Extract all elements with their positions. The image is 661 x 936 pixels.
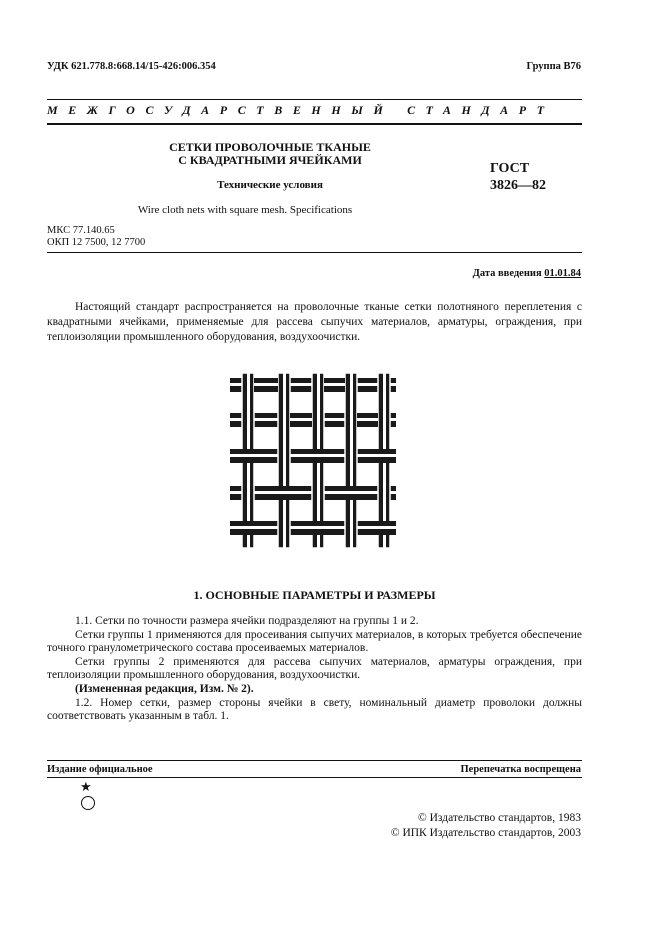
top-rule — [47, 99, 582, 100]
banner-rule — [47, 123, 582, 125]
amendment-note: (Измененная редакция, Изм. № 2). — [75, 682, 254, 695]
intro-paragraph: Настоящий стандарт распространяется на проволочные тканые сетки полотняного переплетения с квадратными ячейками, применяемые для рассева сыпучих материалов, арматуры, ограждения, при теплоизоляции промышленного оборудования, воздухоочистки. — [47, 301, 582, 343]
wire-mesh-figure — [228, 373, 400, 548]
section-body — [47, 615, 582, 724]
title-line-2: С КВАДРАТНЫМИ ЯЧЕЙКАМИ — [178, 153, 362, 167]
gost-label: ГОСТ — [490, 161, 530, 176]
paragraph-1-2: 1.2. Номер сетки, размер стороны ячейки в свету, номинальный диаметр проволоки должны соответствовать указанным в табл. 1. — [47, 696, 582, 723]
copyright-line-1: © Издательство стандартов, 1983 — [417, 812, 581, 824]
star-icon: ★ — [80, 780, 92, 795]
gost-number: 3826—82 — [490, 178, 546, 193]
circle-icon — [81, 796, 95, 810]
effective-date-label: Дата введения — [472, 268, 542, 279]
paragraph-group-2: Сетки группы 2 применяются для рассева сыпучих материалов, арматуры ограждения, при теплоизоляции промышленного оборудования, воздухоочистки. — [47, 655, 582, 682]
codes-rule — [47, 252, 582, 253]
standard-banner: МЕЖГОСУДАРСТВЕННЫЙ СТАНДАРТ — [47, 103, 555, 117]
english-title: Wire cloth nets with square mesh. Specifications — [137, 204, 353, 216]
copyright-line-2: © ИПК Издательство стандартов, 2003 — [390, 827, 581, 839]
document-subtitle: Технические условия — [217, 179, 323, 191]
classification-codes — [47, 225, 145, 249]
title-line-1: СЕТКИ ПРОВОЛОЧНЫЕ ТКАНЫЕ — [169, 140, 371, 154]
effective-date-value: 01.01.84 — [544, 268, 581, 279]
reprint-prohibited: Перепечатка воспрещена — [460, 764, 581, 775]
gost-designation — [490, 160, 546, 194]
effective-date — [473, 268, 581, 279]
footer-rule-lower — [47, 777, 582, 778]
okp-code: ОКП 12 7500, 12 7700 — [47, 237, 146, 248]
udk-code: УДК 621.778.8:668.14/15-426:006.354 — [47, 61, 216, 72]
footer-rule — [47, 760, 582, 761]
paragraph-1-1: 1.1. Сетки по точности размера ячейки подразделяют на группы 1 и 2. — [75, 615, 419, 627]
paragraph-group-1: Сетки группы 1 применяются для просеивания сыпучих материалов, в которых требуется обеспечение точного гранулометрического состава просеиваемых материалов. — [47, 628, 582, 655]
document-title — [120, 141, 420, 167]
section-heading: 1. ОСНОВНЫЕ ПАРАМЕТРЫ И РАЗМЕРЫ — [193, 588, 436, 602]
copyright-block — [391, 811, 581, 841]
official-edition: Издание официальное — [47, 764, 153, 775]
mks-code: МКС 77.140.65 — [47, 225, 115, 236]
group-code: Группа В76 — [526, 61, 581, 72]
